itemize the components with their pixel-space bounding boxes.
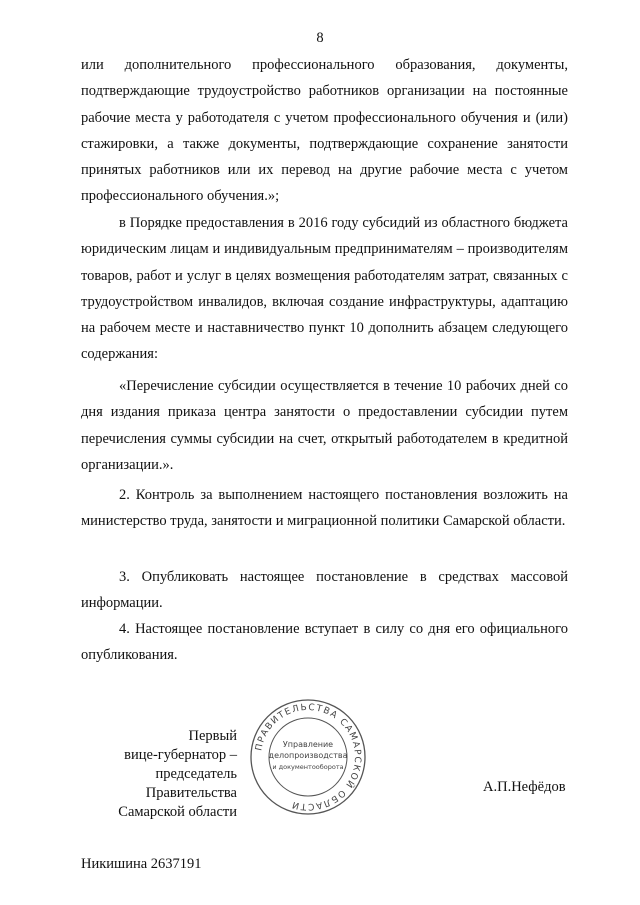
signatory-line-3: председатель Правительства xyxy=(145,766,237,801)
seal-line-2: делопроизводства xyxy=(268,751,348,760)
signatory-title xyxy=(80,727,237,822)
seal-ring-text: ПРАВИТЕЛЬСТВА САМАРСКОЙ ОБЛАСТИ xyxy=(254,702,363,812)
paragraph-continuation xyxy=(81,52,568,210)
paragraph-5: 3. Опубликовать настоящее постановление в средствах массовой информации. xyxy=(81,569,568,612)
paragraph-block-6 xyxy=(81,616,568,669)
paragraph-block-2 xyxy=(81,210,568,368)
paragraph-1: или дополнительного профессионального образования, документы, подтверждающие трудоустройство работников организации на постоянные рабочие места у работодателя с учетом профессионального обучения и (или) стажировки, а также документы, подтверждающие сохранение занятости принятых работников или их перевод на другие рабочие места с учетом профессионального обучения.»; xyxy=(81,57,568,205)
signatory-line-4: Самарской области xyxy=(118,804,237,820)
signatory-line-2: вице-губернатор – xyxy=(124,747,237,763)
paragraph-6: 4. Настоящее постановление вступает в силу со дня его официального опубликования. xyxy=(81,621,568,664)
official-seal xyxy=(248,697,368,817)
paragraph-block-3 xyxy=(81,373,568,478)
paragraph-2: в Порядке предоставления в 2016 году субсидий из областного бюджета юридическим лицам и индивидуальным предпринимателям – производителям товаров, работ и услуг в целях возмещения работодателям затрат, связанных с трудоустройством инвалидов, включая создание инфраструктуры, адаптацию на рабочем месте и наставничество пункт 10 дополнить абзацем следующего содержания: xyxy=(81,215,568,363)
signatory-line-1: Первый xyxy=(188,728,237,744)
paragraph-3: «Перечисление субсидии осуществляется в течение 10 рабочих дней со дня издания приказа центра занятости о предоставлении субсидии путем перечисления суммы субсидии на счет, открытый работодателем в кредитной организации.». xyxy=(81,378,568,473)
executor-contact: Никишина 2637191 xyxy=(81,856,202,872)
seal-line-1: Управление xyxy=(282,740,334,749)
page-number: 8 xyxy=(316,30,324,46)
signatory-name: А.П.Нефёдов xyxy=(483,779,566,795)
paragraph-4: 2. Контроль за выполнением настоящего постановления возложить на министерство труда, занятости и миграционной политики Самарской области. xyxy=(81,487,568,530)
paragraph-block-4 xyxy=(81,482,568,535)
seal-line-3: и документооборота xyxy=(272,763,344,771)
paragraph-block-5 xyxy=(81,564,568,617)
